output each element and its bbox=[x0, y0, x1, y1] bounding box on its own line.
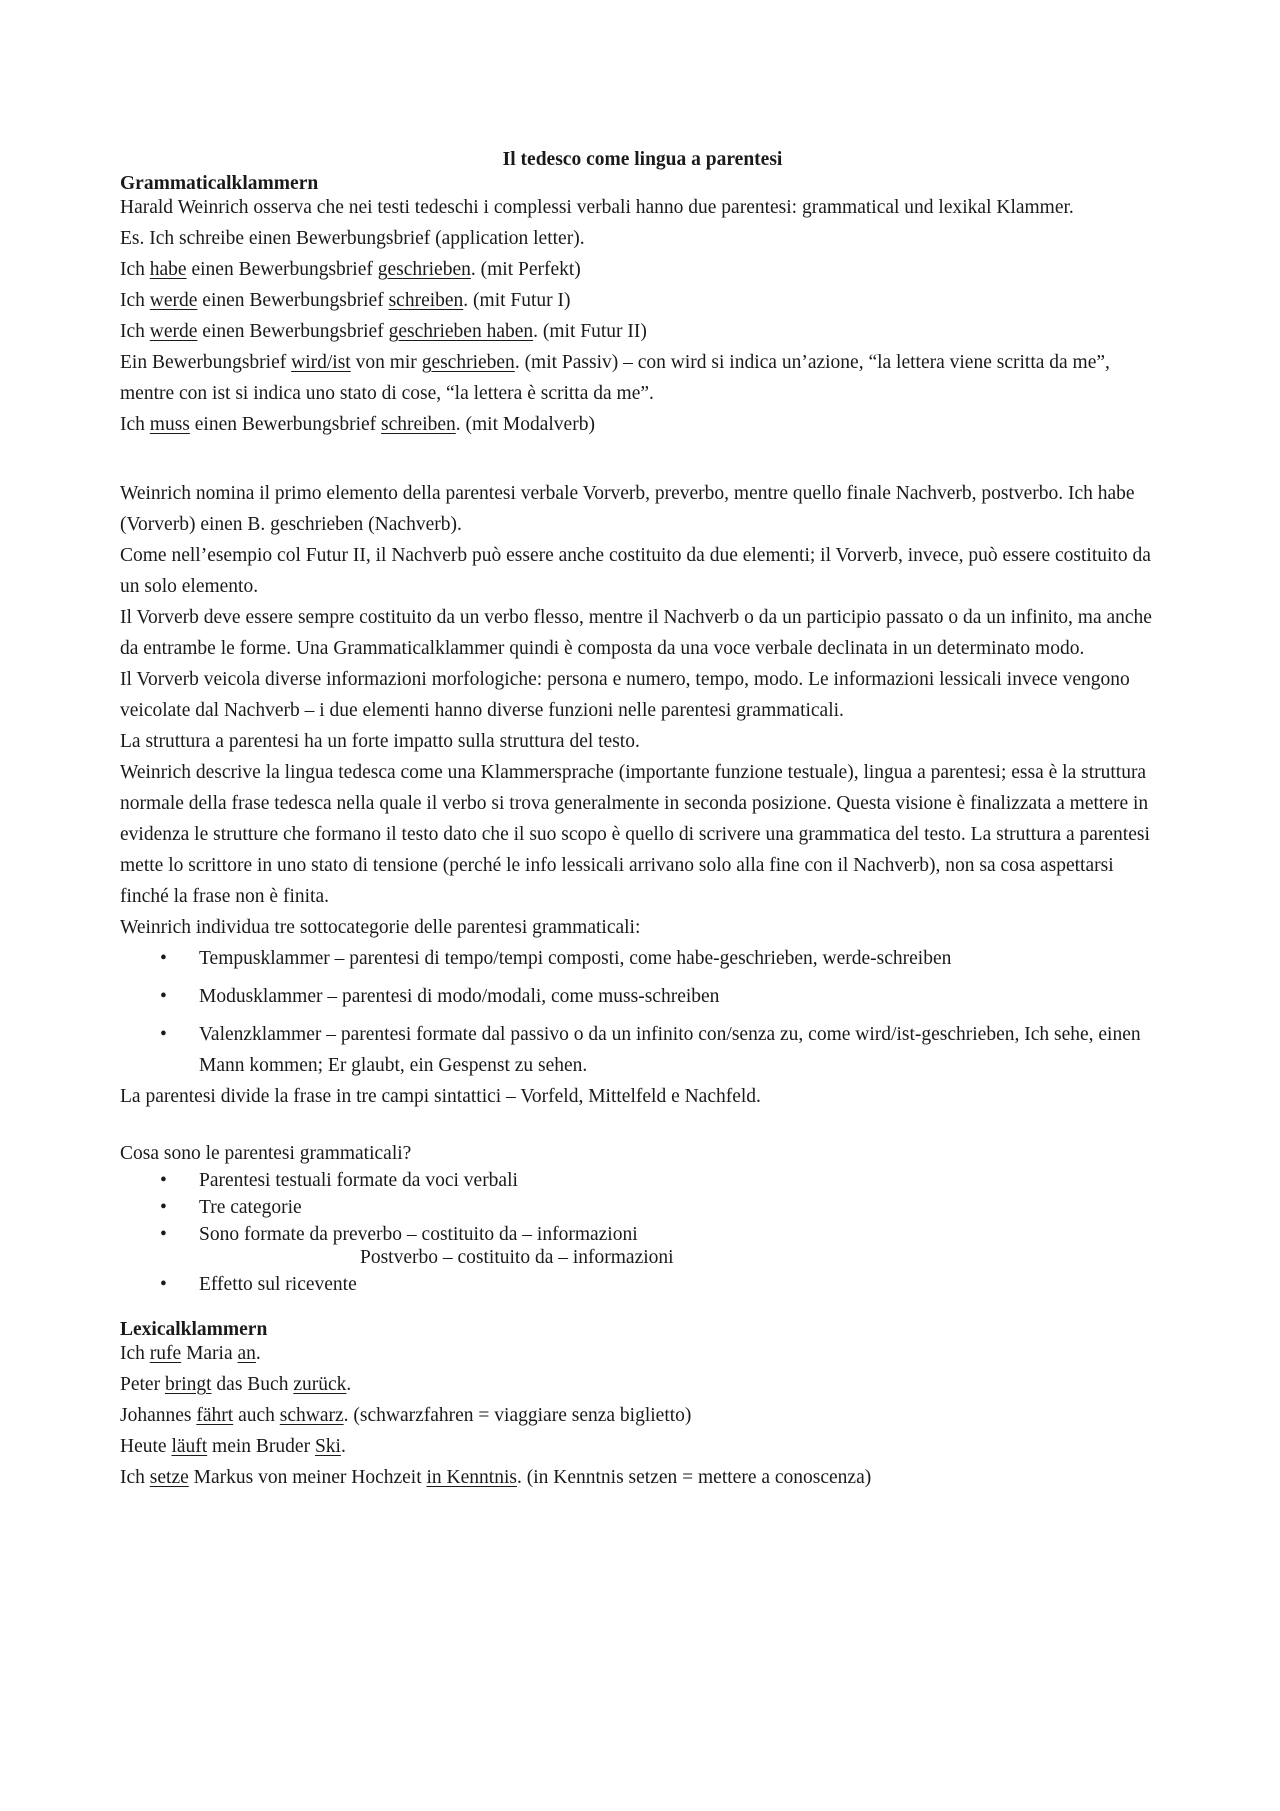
vorverb: rufe bbox=[149, 1343, 182, 1364]
lexical-example: Ich setze Markus von meiner Hochzeit in Kenntnis. (in Kenntnis setzen = mettere a conoscenza) bbox=[120, 1467, 872, 1488]
bullet-icon: • bbox=[160, 1197, 167, 1218]
example-futur-2: Ich werde einen Bewerbungsbrief geschrieben haben. (mit Futur II) bbox=[120, 321, 647, 342]
nachverb: geschrieben bbox=[377, 259, 471, 280]
bullet-icon: • bbox=[160, 1024, 167, 1045]
list-item: • Parentesi testuali formate da voci verbali bbox=[120, 1167, 1165, 1194]
example-passiv: Ein Bewerbungsbrief wird/ist von mir geschrieben. (mit Passiv) – con wird si indica un’azione, “la lettera viene scritta da me”, mentre con ist si indica uno stato di cose, “la lettera è scritta da me”. bbox=[120, 352, 1110, 404]
bullet-icon: • bbox=[160, 1224, 167, 1245]
nachverb: geschrieben haben bbox=[388, 321, 534, 342]
answer-list-cont bbox=[120, 1271, 1165, 1298]
nachverb: Ski bbox=[314, 1436, 341, 1457]
paragraph: La struttura a parentesi ha un forte impatto sulla struttura del testo. bbox=[120, 731, 640, 752]
list-item: • Modusklammer – parentesi di modo/modali, come muss-schreiben bbox=[120, 981, 1165, 1012]
nachverb: schreiben bbox=[388, 290, 464, 311]
vorverb: fährt bbox=[196, 1405, 234, 1426]
list-item: • Valenzklammer – parentesi formate dal passivo o da un infinito con/senza zu, come wird/ist-geschrieben, Ich sehe, einen Mann kommen; Er glaubt, ein Gespenst zu sehen. bbox=[120, 1019, 1165, 1081]
nachverb: schwarz bbox=[279, 1405, 344, 1426]
paragraph: Il Vorverb deve essere sempre costituito da un verbo flesso, mentre il Nachverb o da un participio passato o da un infinito, ma anche da entrambe le forme. Una Grammaticalklammer quindi è composta da una voce verbale declinata in un determinato modo. bbox=[120, 607, 1152, 659]
vorverb: setze bbox=[149, 1467, 189, 1488]
vorverb: muss bbox=[149, 414, 190, 435]
vorverb: werde bbox=[149, 321, 198, 342]
vorverb: werde bbox=[149, 290, 198, 311]
nachverb: schreiben bbox=[381, 414, 456, 435]
paragraph: Come nell’esempio col Futur II, il Nachverb può essere anche costituito da due elementi; il Vorverb, invece, può essere costituito da un solo elemento. bbox=[120, 545, 1151, 597]
vorverb: bringt bbox=[164, 1374, 212, 1395]
list-item: • Tre categorie bbox=[120, 1194, 1165, 1221]
paragraph: Weinrich descrive la lingua tedesca come una Klammersprache (importante funzione testuale), lingua a parentesi; essa è la struttura normale della frase tedesca nella quale il verbo si trova generalmente in seconda posizione. Questa visione è finalizzata a mettere in evidenza le strutture che formano il testo dato che il suo scopo è quello di scrivere una grammatica del testo. La struttura a parentesi mette lo scrittore in uno stato di tensione (perché le info lessicali arrivano solo alla fine con il Nachverb), non sa cosa aspettarsi finché la frase non è finita. bbox=[120, 762, 1150, 907]
section-heading-grammaticalklammern: Grammaticalklammern bbox=[120, 173, 319, 194]
lexical-example: Johannes fährt auch schwarz. (schwarzfahren = viaggiare senza biglietto) bbox=[120, 1405, 692, 1426]
bullet-icon: • bbox=[160, 986, 167, 1007]
bullet-icon: • bbox=[160, 1274, 167, 1295]
document-page bbox=[120, 148, 1165, 1493]
answer-list bbox=[120, 1167, 1165, 1248]
question-line: Cosa sono le parentesi grammaticali? bbox=[120, 1143, 412, 1164]
paragraph: Weinrich nomina il primo elemento della parentesi verbale Vorverb, preverbo, mentre quello finale Nachverb, postverbo. Ich habe (Vorverb) einen B. geschrieben (Nachverb). bbox=[120, 483, 1135, 535]
nachverb: geschrieben bbox=[421, 352, 515, 373]
example-perfekt: Ich habe einen Bewerbungsbrief geschrieben. (mit Perfekt) bbox=[120, 259, 581, 280]
lexical-example: Ich rufe Maria an. bbox=[120, 1343, 261, 1364]
list-item: • Sono formate da preverbo – costituito da – informazioni bbox=[120, 1221, 1165, 1248]
paragraph: Il Vorverb veicola diverse informazioni morfologiche: persona e numero, tempo, modo. Le informazioni lessicali invece vengono veicolate dal Nachverb – i due elementi hanno diverse funzioni nelle parentesi grammaticali. bbox=[120, 669, 1130, 721]
nachverb: in Kenntnis bbox=[426, 1467, 517, 1488]
vorverb: läuft bbox=[171, 1436, 208, 1457]
bullet-icon: • bbox=[160, 1170, 167, 1191]
intro-paragraph: Harald Weinrich osserva che nei testi tedeschi i complessi verbali hanno due parentesi: grammatical und lexikal Klammer. bbox=[120, 197, 1074, 218]
example-line: Es. Ich schreibe einen Bewerbungsbrief (application letter). bbox=[120, 228, 585, 249]
document-title: Il tedesco come lingua a parentesi bbox=[502, 149, 783, 170]
lexical-example: Heute läuft mein Bruder Ski. bbox=[120, 1436, 346, 1457]
subcategory-list bbox=[120, 943, 1165, 1081]
list-item: • Tempusklammer – parentesi di tempo/tempi composti, come habe-geschrieben, werde-schreiben bbox=[120, 943, 1165, 974]
vorverb: wird/ist bbox=[291, 352, 351, 373]
paragraph: Weinrich individua tre sottocategorie delle parentesi grammaticali: bbox=[120, 917, 641, 938]
example-modalverb: Ich muss einen Bewerbungsbrief schreiben. (mit Modalverb) bbox=[120, 414, 595, 435]
list-item: • Effetto sul ricevente bbox=[120, 1271, 1165, 1298]
lexical-example: Peter bringt das Buch zurück. bbox=[120, 1374, 352, 1395]
answer-indented-line: Postverbo – costituito da – informazioni bbox=[360, 1247, 674, 1268]
vorverb: habe bbox=[149, 259, 187, 280]
bullet-icon: • bbox=[160, 948, 167, 969]
closing-paragraph: La parentesi divide la frase in tre campi sintattici – Vorfeld, Mittelfeld e Nachfeld. bbox=[120, 1086, 761, 1107]
nachverb: zurück bbox=[293, 1374, 347, 1395]
example-futur-1: Ich werde einen Bewerbungsbrief schreiben. (mit Futur I) bbox=[120, 290, 571, 311]
nachverb: an bbox=[237, 1343, 256, 1364]
section-heading-lexicalklammern: Lexicalklammern bbox=[120, 1319, 268, 1340]
